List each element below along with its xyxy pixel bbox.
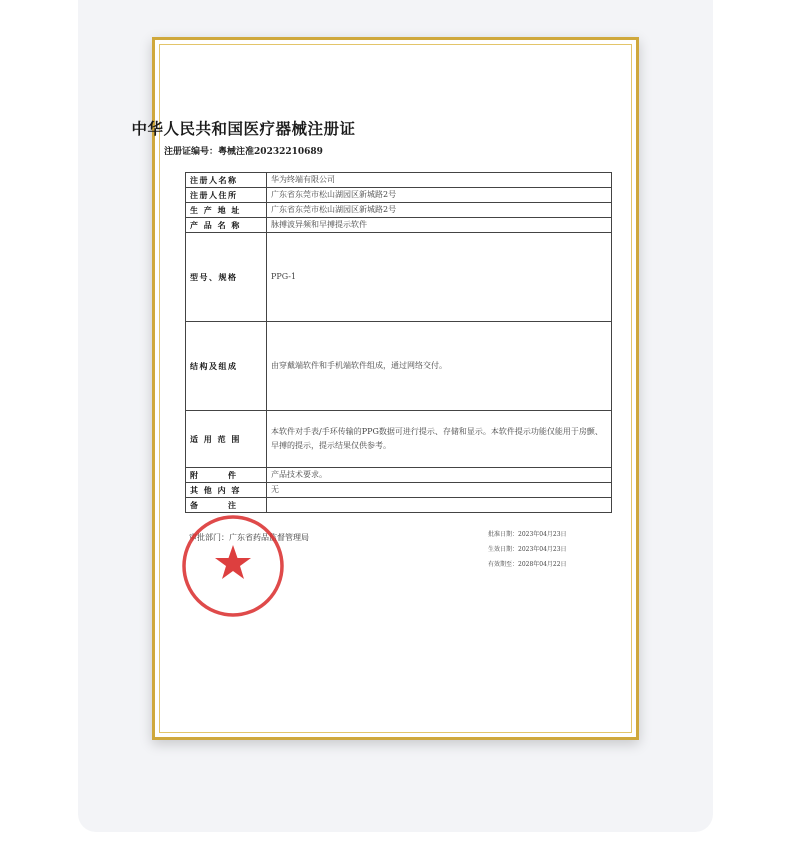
table-row bbox=[186, 322, 612, 411]
row-value: 脉搏波异频和早搏提示软件 bbox=[267, 218, 612, 233]
approval-date: 批准日期：2023年04月23日 bbox=[488, 531, 567, 538]
row-label: 生 产 地 址 bbox=[186, 203, 267, 218]
certificate-title: 中华人民共和国医疗器械注册证 bbox=[131, 119, 356, 138]
row-value: 无 bbox=[267, 483, 612, 498]
table-row bbox=[186, 173, 612, 188]
table-row bbox=[186, 233, 612, 322]
row-label: 产 品 名 称 bbox=[186, 218, 267, 233]
table-row bbox=[186, 188, 612, 203]
date-block bbox=[488, 527, 567, 572]
row-label: 适 用 范 围 bbox=[186, 411, 267, 468]
official-seal-icon bbox=[180, 513, 286, 619]
row-value: 华为终端有限公司 bbox=[267, 173, 612, 188]
row-value: 广东省东莞市松山湖园区新城路2号 bbox=[267, 188, 612, 203]
row-label: 其 他 内 容 bbox=[186, 483, 267, 498]
issuing-department: 审批部门：广东省药品监督管理局 bbox=[189, 533, 309, 542]
row-value: 由穿戴端软件和手机端软件组成，通过网络交付。 bbox=[267, 322, 612, 411]
row-value bbox=[267, 498, 612, 513]
table-row bbox=[186, 498, 612, 513]
row-value: PPG-1 bbox=[267, 233, 612, 322]
row-value: 产品技术要求。 bbox=[267, 468, 612, 483]
row-label: 注册人名称 bbox=[186, 173, 267, 188]
table-row bbox=[186, 203, 612, 218]
table-row bbox=[186, 483, 612, 498]
certificate-table bbox=[185, 172, 612, 513]
registration-number: 注册证编号：粤械注准20232210689 bbox=[164, 147, 323, 157]
table-row bbox=[186, 468, 612, 483]
row-label: 备 注 bbox=[186, 498, 267, 513]
row-value: 本软件对手表/手环传输的PPG数据可进行提示、存储和显示。本软件提示功能仅能用于房颤、早搏的提示，提示结果仅供参考。 bbox=[267, 411, 612, 468]
row-label: 附 件 bbox=[186, 468, 267, 483]
table-row bbox=[186, 218, 612, 233]
table-row bbox=[186, 411, 612, 468]
expiry-date: 有效期至：2028年04月22日 bbox=[488, 561, 567, 568]
row-label: 注册人住所 bbox=[186, 188, 267, 203]
row-label: 型号、规格 bbox=[186, 233, 267, 322]
row-label: 结构及组成 bbox=[186, 322, 267, 411]
effective-date: 生效日期：2023年04月23日 bbox=[488, 546, 567, 553]
row-value: 广东省东莞市松山湖园区新城路2号 bbox=[267, 203, 612, 218]
